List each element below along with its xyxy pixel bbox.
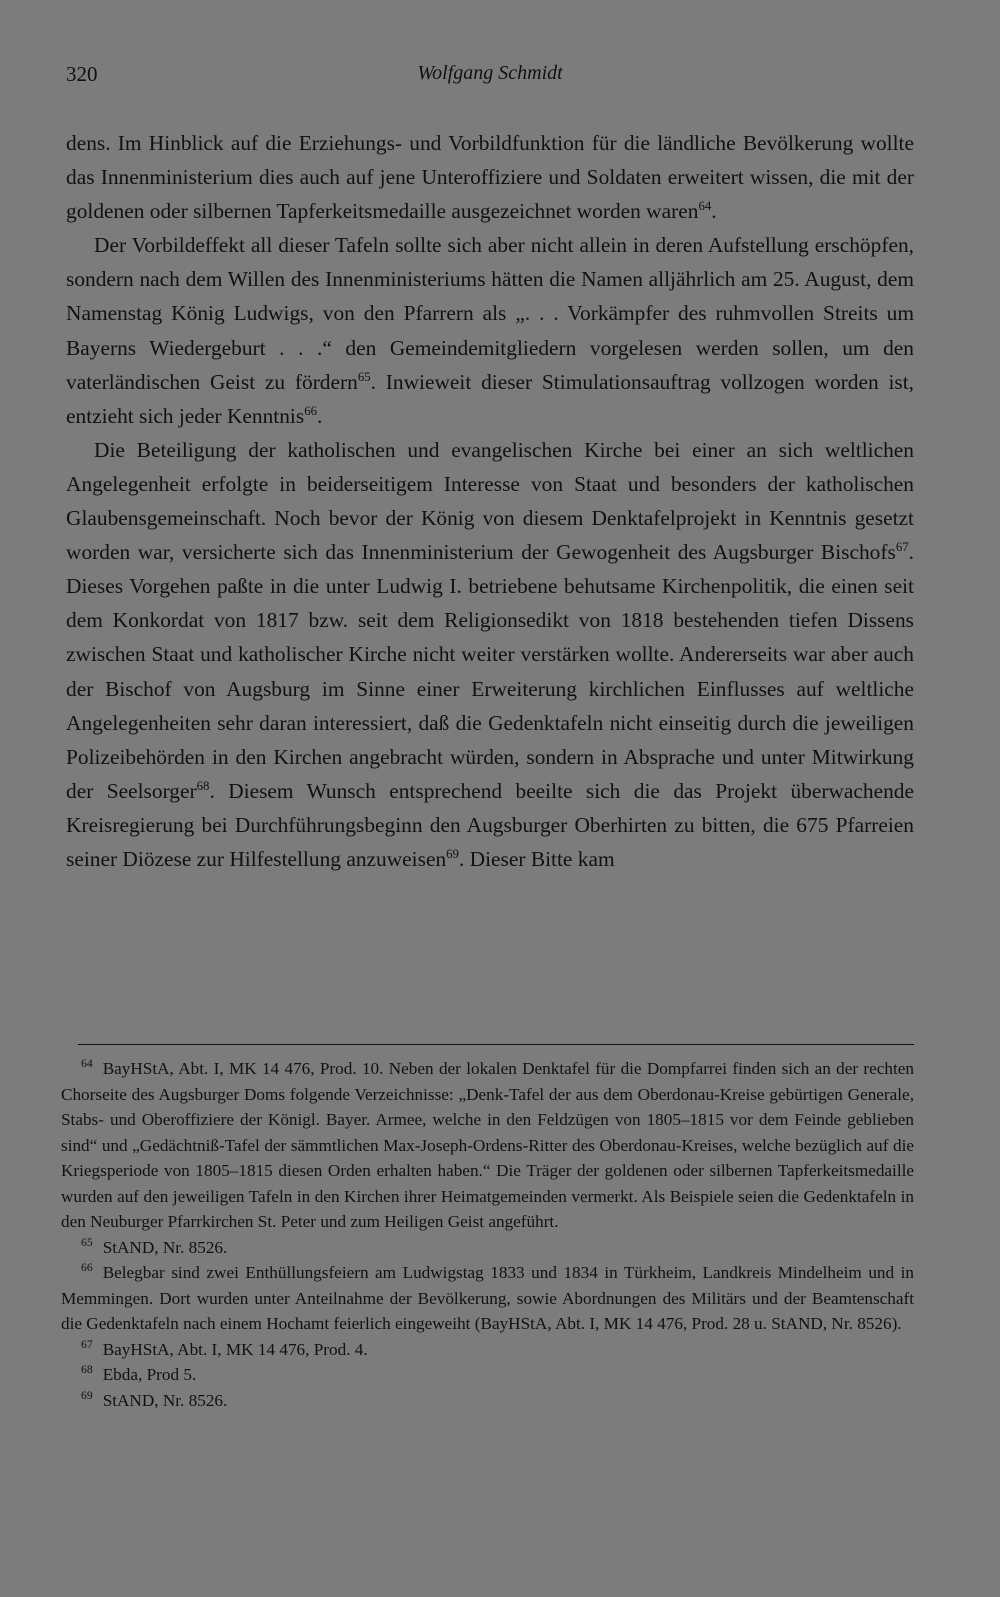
footnote [61, 1388, 914, 1414]
footnote-number: 64 [81, 1057, 93, 1071]
footnote [61, 1260, 914, 1337]
footnote-text: BayHStA, Abt. I, MK 14 476, Prod. 4. [102, 1339, 368, 1359]
footnote-number: 68 [81, 1363, 93, 1377]
footnote-number: 67 [81, 1337, 93, 1351]
page-number: 320 [66, 62, 98, 86]
footnote-text: StAND, Nr. 8526. [102, 1237, 228, 1257]
footnote [61, 1056, 914, 1235]
footnote-text: StAND, Nr. 8526. [102, 1390, 228, 1410]
footnote-number: 65 [81, 1235, 93, 1249]
footnote [61, 1362, 914, 1388]
footnote-ref[interactable]: 64 [698, 199, 712, 214]
paragraph: Die Beteiligung der katholischen und evangelischen Kirche bei einer an sich weltlichen Angelegenheit erfolgte in beiderseitigem Interesse von Staat und besonders der katholischen Glaubensgemeinschaft. Noch bevor der König von diesem Denktafelprojekt in Kenntnis gesetzt worden war, versicherte sich das Innenministerium der Gewogenheit des Augsburger Bischofs$^{67}$. Dieses Vorgehen paßte in die unter Ludwig I. betriebene behutsame Kirchenpolitik, die einen seit dem Konkordat von 1817 bzw. seit dem Religionsedikt von 1818 bestehenden tiefen Dissens zwischen Staat und katholischer Kirche nicht weiter verstärken wollte. Andererseits war aber auch der Bischof von Augsburg im Sinne einer Erweiterung kirchlichen Einflusses auf weltliche Angelegenheiten sehr daran interessiert, daß die Gedenktafeln nicht einseitig durch die jeweiligen Polizeibehörden in den Kirchen angebracht würden, sondern in Absprache und unter Mitwirkung der Seelsorger$^{68}$. Diesem Wunsch entsprechend beeilte sich die das Projekt überwachende Kreisregierung bei Durchführungsbeginn den Augsburger Oberhirten zu bitten, die 675 Pfarreien seiner Diözese zur Hilfestellung anzuweisen$^{69}$. Dieser Bitte kam [66, 437, 914, 871]
footnote-number: 69 [81, 1388, 93, 1402]
running-title: Wolfgang Schmidt [417, 62, 563, 84]
footnote-ref[interactable]: 68 [196, 778, 210, 793]
paragraph: dens. Im Hinblick auf die Erziehungs- und Vorbildfunktion für die ländliche Bevölkerung wollte das Innenministerium dies auch auf jene Unteroffiziere und Soldaten erweitert wissen, die mit der goldenen oder silbernen Tapferkeitsmedaille ausgezeichnet worden waren$^{64}$. [66, 131, 914, 224]
footnote-separator [78, 1044, 914, 1045]
footnote [61, 1235, 914, 1261]
footnote-ref[interactable]: 69 [446, 846, 459, 861]
footnote-ref[interactable]: 66 [304, 403, 318, 418]
running-head [66, 62, 914, 92]
footnotes [61, 1056, 914, 1413]
paragraph: Der Vorbildeffekt all dieser Tafeln sollte sich aber nicht allein in deren Aufstellung erschöpfen, sondern nach dem Willen des Innenministeriums hätten die Namen alljährlich am 25. August, dem Namenstag König Ludwigs, von den Pfarrern als „. . . Vorkämpfer des ruhmvollen Streits um Bayerns Wiedergeburt . . .“ den Gemeindemitgliedern vorgelesen werden sollen, um den vaterländischen Geist zu fördern$^{65}$. Inwieweit dieser Stimulationsauftrag vollzogen worden ist, entzieht sich jeder Kenntnis$^{66}$. [66, 233, 914, 428]
footnote [61, 1337, 914, 1363]
footnote-text: Ebda, Prod 5. [102, 1365, 197, 1384]
footnote-text: Belegbar sind zwei Enthüllungsfeiern am Ludwigstag 1833 und 1834 in Türkheim, Landkreis Mindelheim und in Memmingen. Dort wurden unter Anteilnahme der Bevölkerung, sowie Abordnungen des Militärs und der Beamtenschaft die Gedenktafeln nach einem Hochamt feierlich eingeweiht (BayHStA, Abt. I, MK 14 476, Prod. 28 u. StAND, Nr. 8526). [61, 1263, 914, 1333]
footnote-text: BayHStA, Abt. I, MK 14 476, Prod. 10. Neben der lokalen Denktafel für die Dompfarrei finden sich an der rechten Chorseite des Augsburger Doms folgende Verzeichnisse: „Denk-Tafel der aus dem Oberdonau-Kreise gebürtigen Generale, Stabs- und Oberoffiziere der Königl. Bayer. Armee, welche in den Feldzügen von 1805–1815 vor dem Feinde geblieben sind“ und „Gedächtniß-Tafel der sämmtlichen Max-Joseph-Ordens-Ritter des Oberdonau-Kreises, welche bezüglich auf die Kriegsperiode von 1805–1815 diesen Orden erhalten haben.“ Die Träger der goldenen oder silbernen Tapferkeitsmedaille wurden auf den jeweiligen Tafeln in den Kirchen ihrer Heimatgemeinden vermerkt. Als Beispiele seien die Gedenktafeln in den Neuburger Pfarrkirchen St. Peter und zum Heiligen Geist angeführt. [61, 1059, 914, 1231]
body-text [66, 126, 914, 876]
footnote-ref[interactable]: 65 [357, 369, 371, 384]
footnote-ref[interactable]: 67 [895, 540, 909, 554]
footnote-number: 66 [81, 1261, 93, 1275]
